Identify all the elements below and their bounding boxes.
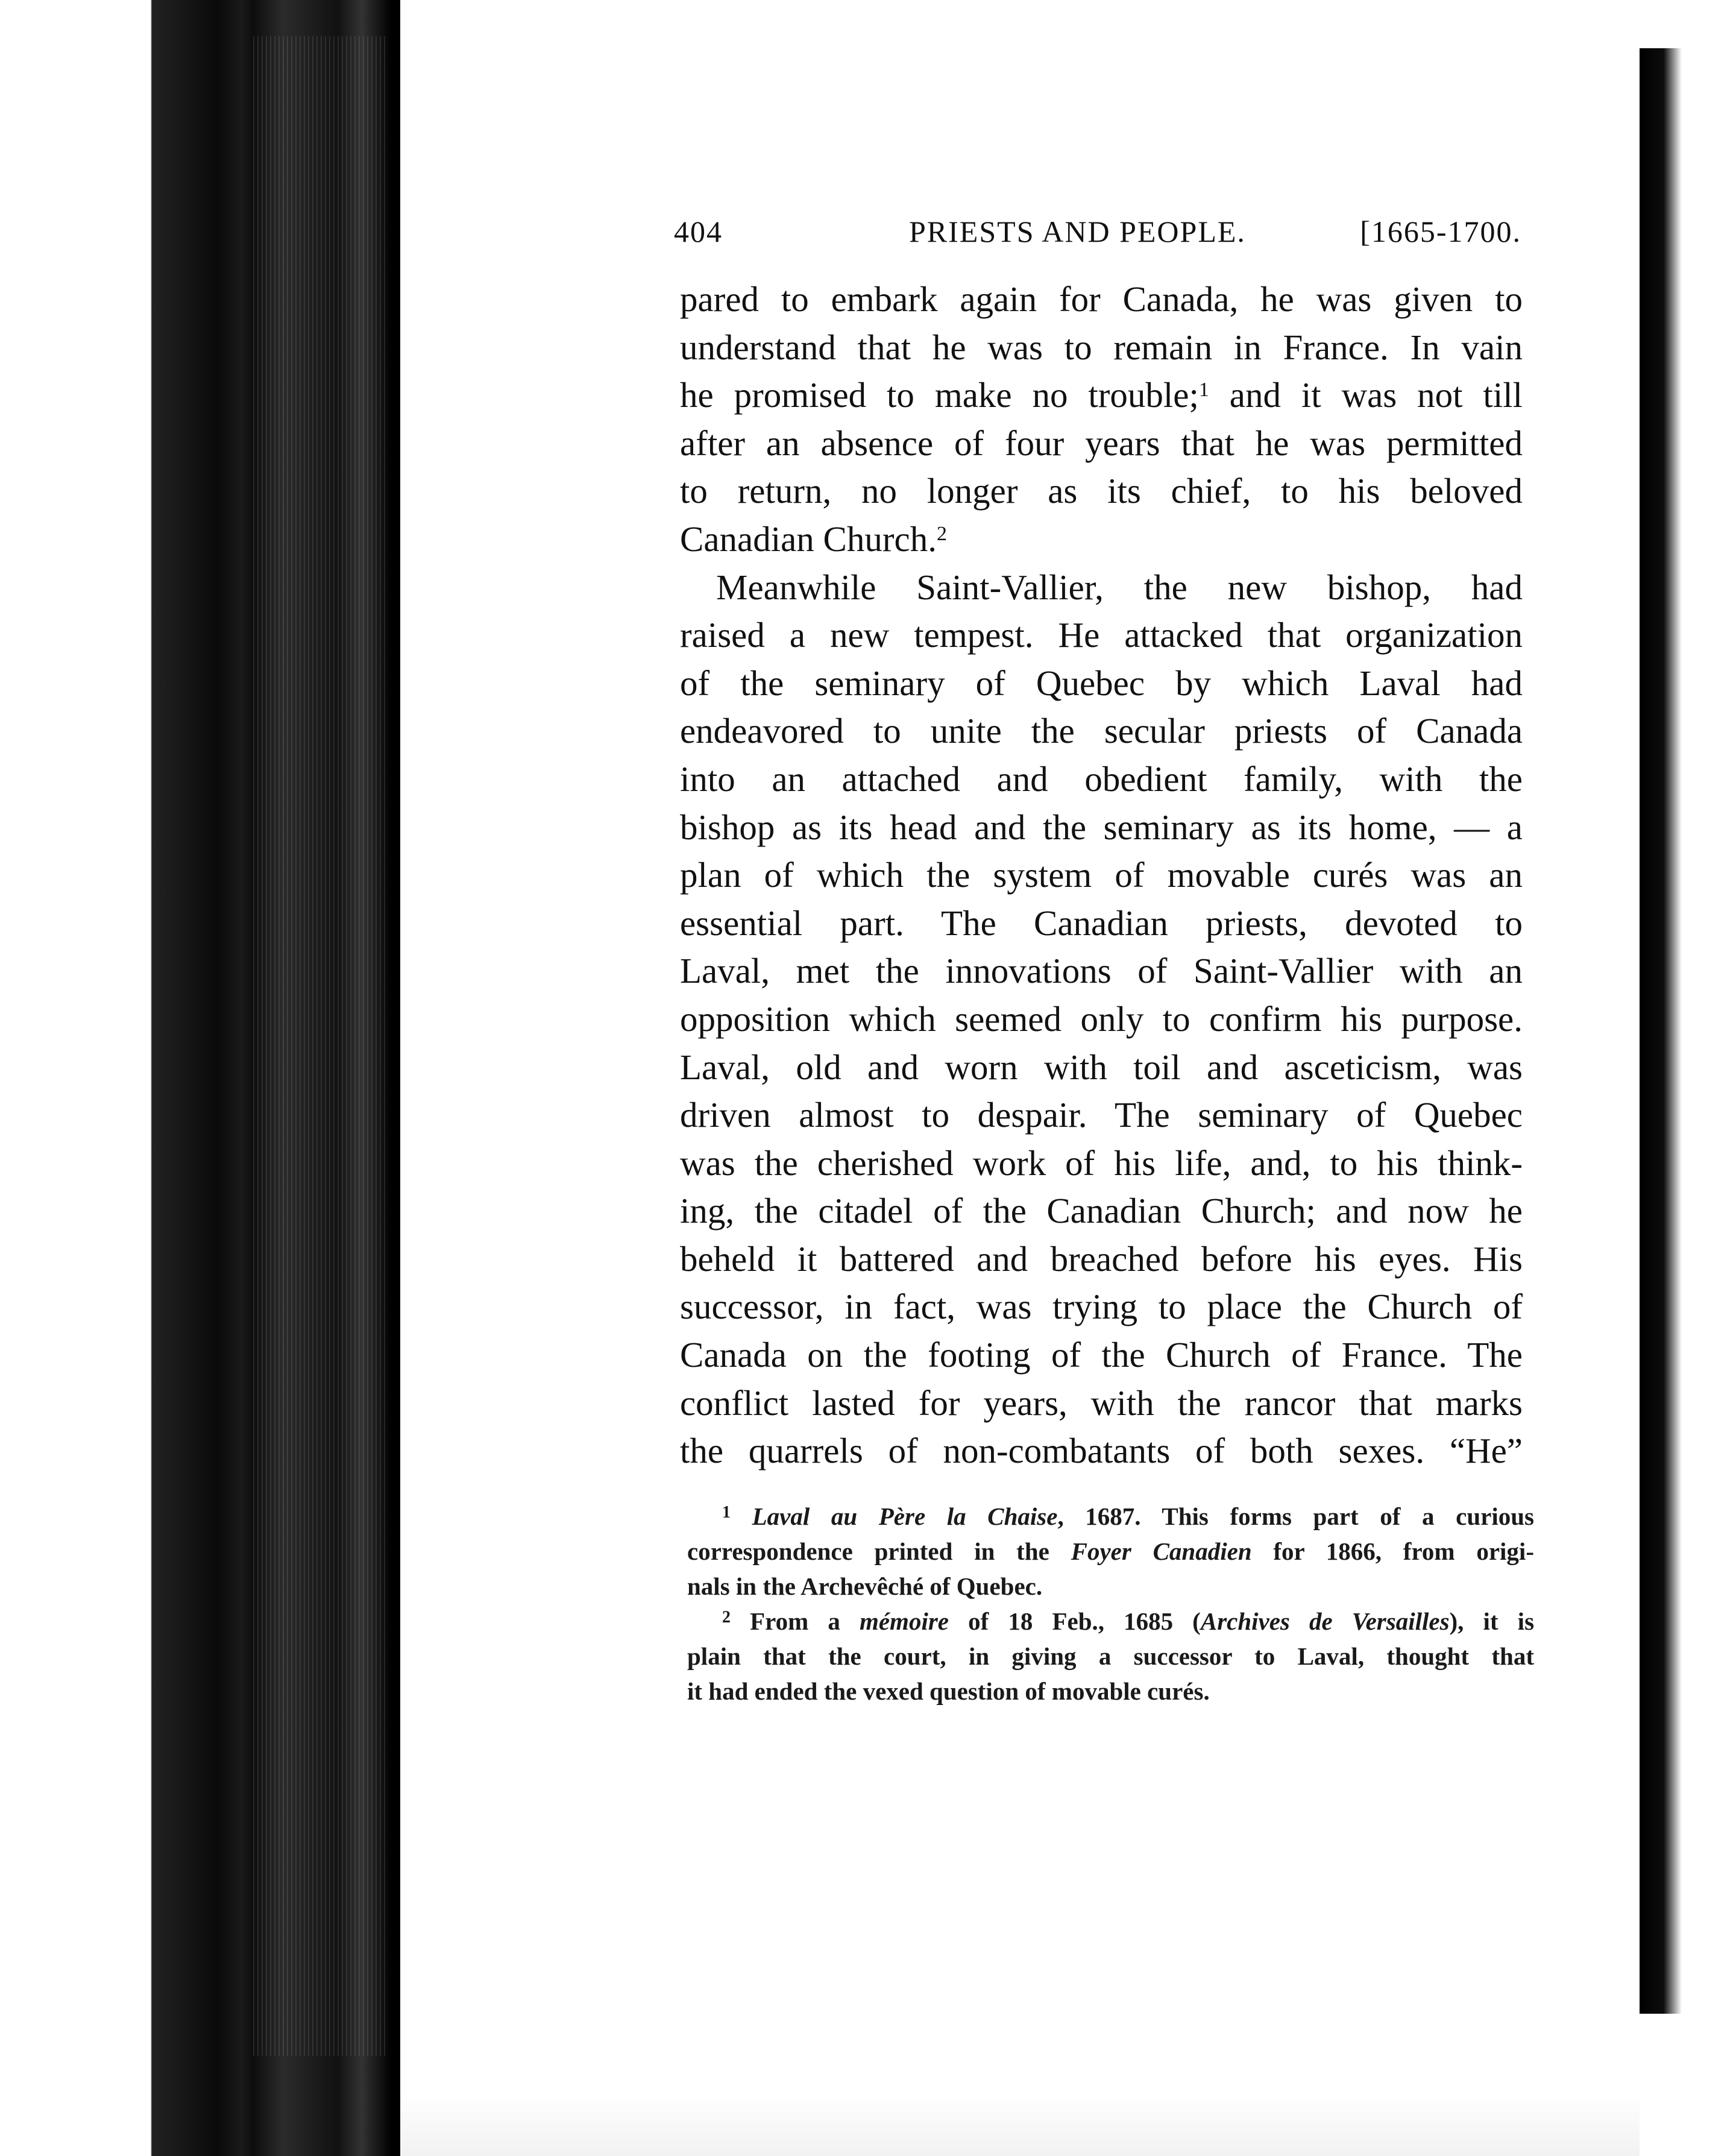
text-line: opposition which seemed only to confirm his purpose. <box>680 998 1523 1039</box>
page-gutter-shadow <box>392 0 400 2156</box>
date-range: [1665-1700. <box>1360 215 1521 248</box>
footnote-1: $^1$ Laval au Père la Chaise, 1687. This forms part of a curious <box>722 1502 1534 1530</box>
main-text <box>680 276 1523 1475</box>
text-line: after an absence of four years that he was permitted <box>680 423 1523 463</box>
text-line: Laval, met the innovations of Saint-Vallier with an <box>680 951 1523 991</box>
text-line: to return, no longer as its chief, to his beloved <box>680 471 1523 511</box>
text-line: Meanwhile Saint-Vallier, the new bishop, had <box>716 567 1523 607</box>
footnote-ref-2: 2 <box>937 522 947 545</box>
text-line: understand that he was to remain in France. In vain <box>680 327 1523 367</box>
book-fore-edge-left <box>0 0 392 2156</box>
page-bottom-margin <box>400 2044 1640 2156</box>
page-number: 404 <box>674 215 723 248</box>
text-line: was the cherished work of his life, and, to his think- <box>680 1143 1523 1183</box>
text-line: he promised to make no trouble;$^1$ and it was not till <box>680 375 1523 415</box>
text-line: driven almost to despair. The seminary of Quebec <box>680 1095 1523 1135</box>
running-title: PRIESTS AND PEOPLE. <box>909 215 1246 248</box>
text-line: pared to embark again for Canada, he was given to <box>680 279 1523 319</box>
text-line: successor, in fact, was trying to place the Church of <box>680 1287 1523 1327</box>
footnote-1-line: nals in the Archevêché of Quebec. <box>687 1572 1043 1600</box>
text-line: beheld it battered and breached before his eyes. His <box>680 1238 1523 1279</box>
footnote-ref-1: 1 <box>1198 379 1209 402</box>
text-line: Canadian Church.$^2$ <box>680 519 947 559</box>
footnote-2-line: it had ended the vexed question of movable curés. <box>687 1677 1210 1705</box>
footnote-1-line: correspondence printed in the Foyer Canadien for 1866, from origi- <box>687 1537 1534 1565</box>
text-line: raised a new tempest. He attacked that organization <box>680 615 1523 655</box>
text-line: bishop as its head and the seminary as its home, — a <box>680 807 1523 847</box>
book-edge-right <box>1640 48 1736 2014</box>
footnote-2-line: plain that the court, in giving a successor to Laval, thought that <box>687 1642 1534 1670</box>
text-line: conflict lasted for years, with the rancor that marks <box>680 1382 1523 1423</box>
text-line: Canada on the footing of the Church of France. The <box>680 1335 1523 1375</box>
text-line: ing, the citadel of the Canadian Church; and now he <box>680 1191 1523 1231</box>
page-edge-stripes <box>253 36 386 2056</box>
footnote-2: $^2$ From a mémoire of 18 Feb., 1685 (Archives de Versailles), it is <box>722 1607 1534 1635</box>
text-line: of the seminary of Quebec by which Laval had <box>680 663 1523 703</box>
text-line: Laval, old and worn with toil and asceticism, was <box>680 1047 1523 1087</box>
text-line: into an attached and obedient family, with the <box>680 758 1523 799</box>
text-line: essential part. The Canadian priests, devoted to <box>680 903 1523 943</box>
text-line: plan of which the system of movable curés was an <box>680 855 1523 895</box>
footnotes <box>687 1499 1534 1709</box>
text-line: endeavored to unite the secular priests of Canada <box>680 711 1523 751</box>
running-header <box>674 214 1521 256</box>
text-line: the quarrels of non-combatants of both sexes. “He” <box>680 1431 1523 1471</box>
